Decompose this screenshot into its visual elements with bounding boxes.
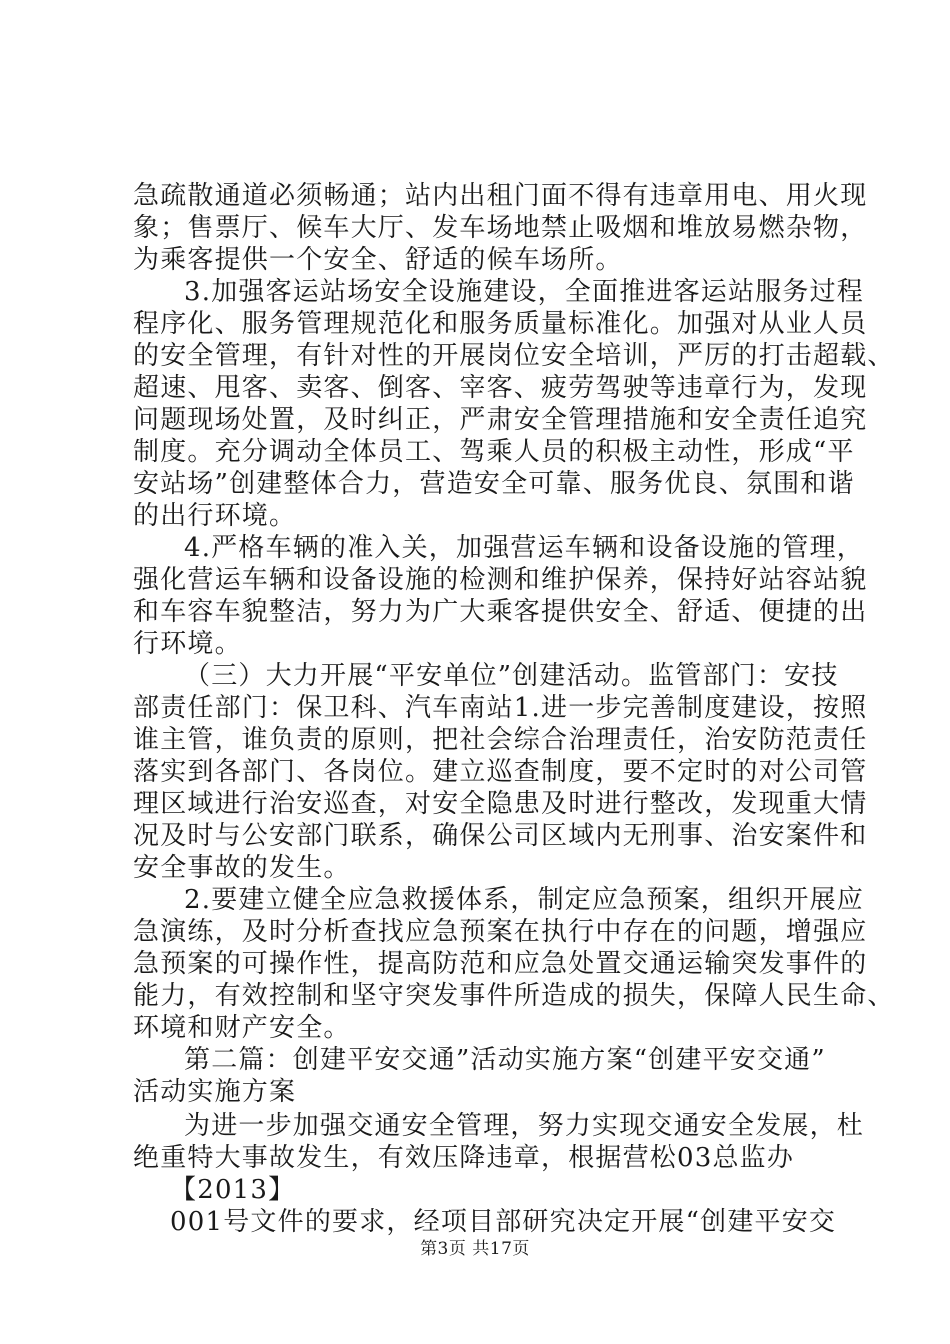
body-text-line: 问题现场处置，及时纠正，严肃安全管理措施和安全责任追究 — [133, 405, 868, 435]
body-text-line: 急演练，及时分析查找应急预案在执行中存在的问题，增强应 — [133, 917, 868, 947]
body-text-line: 为乘客提供一个安全、舒适的候车场所。 — [133, 245, 623, 275]
body-text-line: 强化营运车辆和设备设施的检测和维护保养，保持好站容站貌 — [133, 565, 868, 595]
body-text-line: 绝重特大事故发生，有效压降违章，根据营松03总监办 — [133, 1143, 795, 1173]
chapter-title-line: 活动实施方案 — [133, 1077, 297, 1107]
body-text-line: 超速、甩客、卖客、倒客、宰客、疲劳驾驶等违章行为，发现 — [133, 373, 868, 403]
paragraph-start-line: 为进一步加强交通安全管理，努力实现交通安全发展，杜 — [184, 1111, 865, 1141]
section-heading-line: （三）大力开展“平安单位”创建活动。监管部门：安技 — [184, 661, 839, 691]
body-text-line: 能力，有效控制和坚守突发事件所造成的损失，保障人民生命、 — [133, 981, 895, 1011]
body-text-line: 急预案的可操作性，提高防范和应急处置交通运输突发事件的 — [133, 949, 868, 979]
body-text-line: 制度。充分调动全体员工、驾乘人员的积极主动性，形成“平 — [133, 437, 855, 467]
body-text-line: 行环境。 — [133, 629, 242, 659]
page-footer: 第3页 共17页 — [420, 1239, 530, 1259]
body-text-line: 程序化、服务管理规范化和服务质量标准化。加强对从业人员 — [133, 309, 868, 339]
paragraph-start-line: 4.严格车辆的准入关，加强营运车辆和设备设施的管理， — [184, 533, 865, 563]
body-text-line: 谁主管，谁负责的原则，把社会综合治理责任，治安防范责任 — [133, 725, 868, 755]
body-text-line: 001号文件的要求，经项目部研究决定开展“创建平安交 — [170, 1207, 837, 1237]
body-text-line: 急疏散通道必须畅通；站内出租门面不得有违章用电、用火现 — [133, 181, 868, 211]
body-text-line: 况及时与公安部门联系，确保公司区域内无刑事、治安案件和 — [133, 821, 868, 851]
document-number-line: 【2013】 — [170, 1175, 296, 1205]
body-text-line: 环境和财产安全。 — [133, 1013, 351, 1043]
body-text-line: 落实到各部门、各岗位。建立巡查制度，要不定时的对公司管 — [133, 757, 868, 787]
body-text-line: 安全事故的发生。 — [133, 853, 351, 883]
body-text-line: 的安全管理，有针对性的开展岗位安全培训，严厉的打击超载、 — [133, 341, 895, 371]
body-text-line: 象；售票厅、候车大厅、发车场地禁止吸烟和堆放易燃杂物， — [133, 213, 868, 243]
paragraph-start-line: 3.加强客运站场安全设施建设，全面推进客运站服务过程 — [184, 277, 865, 307]
paragraph-start-line: 2.要建立健全应急救援体系，制定应急预案，组织开展应 — [184, 885, 865, 915]
body-text-line: 理区域进行治安巡查，对安全隐患及时进行整改，发现重大情 — [133, 789, 868, 819]
body-text-line: 安站场”创建整体合力，营造安全可靠、服务优良、氛围和谐 — [133, 469, 855, 499]
body-text-line: 部责任部门：保卫科、汽车南站1.进一步完善制度建设，按照 — [133, 693, 868, 723]
body-text-line: 和车容车貌整洁，努力为广大乘客提供安全、舒适、便捷的出 — [133, 597, 868, 627]
chapter-title-line: 第二篇：创建平安交通”活动实施方案“创建平安交通” — [184, 1045, 826, 1075]
body-text-line: 的出行环境。 — [133, 501, 297, 531]
